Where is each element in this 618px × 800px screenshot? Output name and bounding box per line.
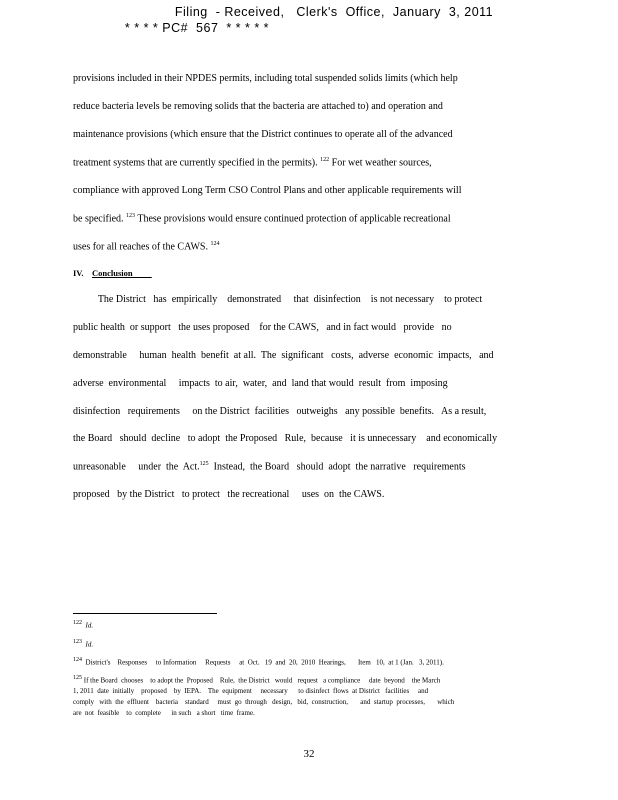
footnote-separator: [73, 613, 217, 614]
heading-underline-extension: [133, 268, 152, 278]
footnote-ref-124[interactable]: 124: [210, 241, 220, 247]
body-line: [73, 241, 543, 255]
conclusion-line: the Board should decline to adopt the Proposed Rule, because it is unnecessary and economically: [73, 433, 498, 444]
footnote-ref-125[interactable]: 125: [199, 461, 209, 467]
conclusion-line: public health or support the uses proposed for the CAWS, and in fact would provide no: [73, 322, 452, 333]
footnote-text: If the Board chooses to adopt the Proposed Rule, the District would request a compliance date beyond the March: [82, 676, 441, 685]
body-line: maintenance provisions (which ensure that the District continues to operate all of the advanced: [73, 129, 453, 140]
footnote-125: [73, 675, 543, 684]
footnote-text: District's Responses to Information Requests at Oct. 19 and 20, 2010 Hearings, Item 10, at 1 (Jan. 3, 2011).: [85, 658, 444, 667]
section-title: Conclusion: [91, 268, 133, 278]
body-line-text: uses for all reaches of the CAWS.: [73, 241, 208, 253]
footnote-marker: 122: [73, 620, 82, 626]
footnote-marker: 123: [73, 639, 82, 645]
filing-header: Filing - Received, Clerk's Office, January 3, 2011: [174, 5, 494, 19]
footnote-122: [73, 620, 543, 629]
body-line: compliance with approved Long Term CSO Control Plans and other applicable requirements will: [73, 185, 462, 196]
body-line: reduce bacteria levels be removing solids that the bacteria are attached to) and operation and: [73, 101, 443, 112]
body-line-text: Instead, the Board should adopt the narrative requirements: [208, 461, 466, 473]
footnote-marker: 125: [73, 675, 82, 681]
footnote-marker: 124: [73, 657, 82, 663]
conclusion-line: The District has empirically demonstrated that disinfection is not necessary to protect: [73, 294, 483, 305]
body-line: [73, 157, 543, 171]
body-line: provisions included in their NPDES permits, including total suspended solids limits (which help: [73, 73, 458, 84]
page-number: 32: [303, 748, 315, 760]
body-line-text: treatment systems that are currently specified in the permits).: [73, 157, 318, 169]
footnote-125-line: comply with the effluent bacteria standard must go through design, bid, construction, and startup processes, which: [73, 698, 455, 706]
conclusion-line: [73, 461, 543, 475]
footnote-text: Id.: [85, 640, 94, 649]
body-line-text: be specified.: [73, 213, 124, 225]
body-line: [73, 213, 543, 227]
body-line-text: unreasonable under the Act.: [73, 461, 200, 473]
footnote-text: Id.: [85, 621, 94, 630]
conclusion-line: demonstrable human health benefit at all. The significant costs, adverse economic impacts, and: [73, 350, 494, 361]
footnote-124: [73, 657, 543, 666]
conclusion-line: disinfection requirements on the District facilities outweighs any possible benefits. As a result,: [73, 406, 487, 417]
section-number: IV.: [73, 268, 84, 278]
footnote-125-line: 1, 2011 date initially proposed by IEPA. The equipment necessary to disinfect flows at District facilities and: [73, 687, 429, 695]
footnote-125-line: are not feasible to complete in such a short time frame.: [73, 709, 255, 717]
footnote-ref-123[interactable]: 123: [126, 213, 136, 219]
footnote-123: [73, 639, 543, 648]
conclusion-line: proposed by the District to protect the recreational uses on the CAWS.: [73, 489, 385, 500]
pc-number-header: * * * * PC# 567 * * * * *: [124, 21, 270, 35]
conclusion-line: adverse environmental impacts to air, water, and land that would result from imposing: [73, 378, 448, 389]
body-line-text: These provisions would ensure continued protection of applicable recreational: [135, 213, 451, 225]
body-line-text: For wet weather sources,: [329, 157, 432, 169]
section-heading: [73, 268, 543, 282]
footnote-ref-122[interactable]: 122: [320, 157, 330, 163]
